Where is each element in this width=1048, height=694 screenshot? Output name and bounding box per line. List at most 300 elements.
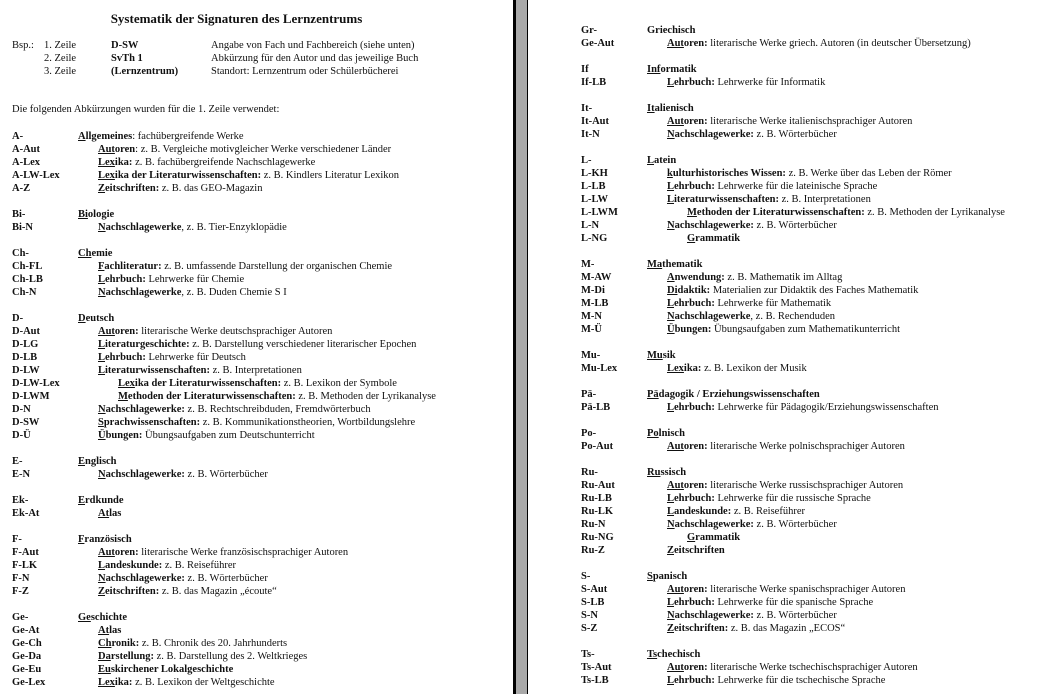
term-explanation: Lehrwerke für die lateinische Sprache xyxy=(714,181,878,192)
signature-description xyxy=(98,468,268,481)
term-remainder: oren: xyxy=(683,662,708,673)
signature-description xyxy=(118,390,436,403)
signature-code: Ek- xyxy=(12,495,29,506)
signature-description xyxy=(98,143,391,156)
term-abbreviation-underlined: N xyxy=(98,573,106,584)
signature-code: M-Ü xyxy=(581,324,602,335)
term-remainder: achschlagewerke xyxy=(674,311,751,322)
term-explanation: literarische Werke griech. Autoren (in deutscher Übersetzung) xyxy=(707,38,971,49)
signature-description xyxy=(98,650,307,663)
term-explanation: literarische Werke polnischsprachiger Autoren xyxy=(707,441,905,452)
signature-term xyxy=(98,638,139,649)
term-abbreviation-underlined: Aut xyxy=(667,480,684,491)
signature-description xyxy=(667,518,837,531)
term-remainder: achschlagewerke: xyxy=(674,129,754,140)
signature-description xyxy=(78,611,127,624)
signature-term xyxy=(667,441,708,452)
signature-description xyxy=(98,169,399,182)
term-remainder: ehrbuch: xyxy=(674,402,715,413)
signature-code: D-N xyxy=(12,404,31,415)
term-explanation: z. B. Wörterbücher xyxy=(184,573,268,584)
term-explanation: z. B. Lexikon der Musik xyxy=(701,363,807,374)
signature-code: Ru-Z xyxy=(581,545,605,556)
signature-term xyxy=(667,545,725,556)
term-explanation: z. B. Rechtschreibduden, Fremdwörterbuch xyxy=(184,404,371,415)
signature-term xyxy=(667,220,754,231)
term-remainder: las xyxy=(109,625,122,636)
term-remainder: ika: xyxy=(114,157,133,168)
signature-description xyxy=(647,427,685,440)
signature-code: D- xyxy=(12,313,24,324)
signature-code: A-LW-Lex xyxy=(12,170,60,181)
signature-term xyxy=(647,155,676,166)
term-remainder: ssisch xyxy=(660,467,687,478)
signature-code: Pä-LB xyxy=(581,402,611,413)
term-abbreviation-underlined: L xyxy=(667,181,675,192)
term-remainder: bungen: xyxy=(674,324,712,335)
term-remainder: emie xyxy=(91,248,113,259)
term-abbreviation-underlined: N xyxy=(98,469,106,480)
signature-description xyxy=(98,663,233,676)
term-remainder: schichte xyxy=(90,612,127,623)
term-explanation: z. B. Darstellung des 2. Weltkrieges xyxy=(154,651,308,662)
signature-description xyxy=(667,440,905,453)
term-abbreviation-underlined: Aut xyxy=(667,584,684,595)
term-abbreviation-underlined: L xyxy=(98,365,106,376)
term-remainder: Griechisch xyxy=(647,25,696,36)
signature-term xyxy=(667,610,754,621)
signature-description xyxy=(98,364,302,377)
signature-term xyxy=(98,677,132,688)
signature-description xyxy=(667,219,837,232)
signature-code: L-N xyxy=(581,220,600,231)
signature-code: M-AW xyxy=(581,272,612,283)
signature-description xyxy=(667,674,885,687)
term-explanation: z. B. Werke über das Leben der Römer xyxy=(785,168,952,179)
term-abbreviation-underlined: L xyxy=(98,352,106,363)
term-abbreviation-underlined: Ru xyxy=(647,467,661,478)
term-remainder: oren: xyxy=(114,547,139,558)
term-explanation: z. B. Wörterbücher xyxy=(184,469,268,480)
term-explanation: literarische Werke deutschsprachiger Autoren xyxy=(138,326,333,337)
term-remainder: ehrbuch: xyxy=(674,493,715,504)
signature-description xyxy=(667,128,837,141)
term-remainder: iteraturgeschichte: xyxy=(105,339,190,350)
term-explanation: , z. B. Rechenduden xyxy=(750,311,835,322)
term-explanation: z. B. das Magazin „ECOS“ xyxy=(728,623,846,634)
signature-term xyxy=(98,183,159,194)
signature-description xyxy=(78,533,132,546)
term-abbreviation-underlined: At xyxy=(98,508,110,519)
term-remainder: rdkunde xyxy=(85,495,124,506)
term-remainder: andeskunde: xyxy=(674,506,732,517)
term-abbreviation-underlined: L xyxy=(667,402,675,413)
signature-code: Ru-NG xyxy=(581,532,614,543)
signature-code: F-Aut xyxy=(12,547,39,558)
signature-description xyxy=(647,466,686,479)
signature-description xyxy=(98,416,415,429)
term-remainder: thematik xyxy=(662,259,703,270)
term-abbreviation-underlined: N xyxy=(667,311,675,322)
term-abbreviation-underlined: At xyxy=(98,625,110,636)
term-remainder: alienisch xyxy=(654,103,694,114)
signature-term xyxy=(98,664,233,675)
document-page-right xyxy=(528,0,1048,694)
signature-term xyxy=(647,350,676,361)
signature-description xyxy=(667,193,871,206)
signature-code: A-Lex xyxy=(12,157,40,168)
term-abbreviation-underlined: N xyxy=(667,129,675,140)
term-abbreviation-underlined: L xyxy=(667,597,675,608)
signature-description xyxy=(667,180,877,193)
term-remainder: ulturhistorisches Wissen: xyxy=(672,168,786,179)
term-abbreviation-underlined: Aut xyxy=(667,116,684,127)
signature-description xyxy=(647,154,676,167)
signature-description xyxy=(667,297,831,310)
signature-term xyxy=(667,597,715,608)
signature-description xyxy=(98,351,246,364)
signature-term xyxy=(667,402,715,413)
signature-term xyxy=(98,651,154,662)
signature-term xyxy=(667,584,708,595)
term-abbreviation-underlined: Ma xyxy=(647,259,663,270)
signature-description xyxy=(647,570,687,583)
signature-description xyxy=(78,130,244,143)
term-explanation: literarische Werke italienischsprachiger Autoren xyxy=(707,116,913,127)
term-explanation: literarische Werke spanischsprachiger Autoren xyxy=(707,584,906,595)
term-abbreviation-underlined: Aut xyxy=(667,38,684,49)
term-abbreviation-underlined: L xyxy=(667,77,675,88)
signature-term xyxy=(78,456,117,467)
term-remainder: oren: xyxy=(683,480,708,491)
term-explanation: Übungsaufgaben zum Deutschunterricht xyxy=(142,430,315,441)
term-remainder: llgemeines xyxy=(85,131,133,142)
signature-code: Ch-FL xyxy=(12,261,43,272)
signature-description xyxy=(647,258,702,271)
term-abbreviation-underlined: Bi xyxy=(78,209,88,220)
signature-code: Ru-N xyxy=(581,519,606,530)
signature-code: D-LW xyxy=(12,365,40,376)
term-abbreviation-underlined: D xyxy=(78,313,86,324)
signature-description xyxy=(98,429,315,442)
signature-code: Ge- xyxy=(12,612,29,623)
signature-term xyxy=(98,144,135,155)
term-explanation: , z. B. Duden Chemie S I xyxy=(181,287,287,298)
signature-description xyxy=(687,206,1005,219)
signature-description xyxy=(98,273,244,286)
signature-description xyxy=(667,544,725,557)
signature-code: Ru- xyxy=(581,467,598,478)
term-remainder: nwendung: xyxy=(674,272,725,283)
signature-code: S-Z xyxy=(581,623,598,634)
intro-text: Die folgenden Abkürzungen wurden für die 1. Zeile verwendet: xyxy=(12,104,280,115)
term-abbreviation-underlined: N xyxy=(98,287,106,298)
signature-term xyxy=(647,649,700,660)
signature-description xyxy=(687,232,740,245)
signature-code: A-Z xyxy=(12,183,31,194)
signature-code: Ch-N xyxy=(12,287,37,298)
signature-description xyxy=(98,286,287,299)
term-remainder: ika: xyxy=(114,677,133,688)
signature-term xyxy=(647,389,820,400)
signature-term xyxy=(667,493,715,504)
term-abbreviation-underlined: N xyxy=(667,610,675,621)
signature-description xyxy=(667,492,871,505)
term-abbreviation-underlined: Z xyxy=(98,183,106,194)
signature-term xyxy=(78,534,132,545)
signature-code: It-N xyxy=(581,129,600,140)
signature-description xyxy=(118,377,397,390)
signature-term xyxy=(647,428,685,439)
signature-description xyxy=(98,572,268,585)
term-remainder: achschlagewerke: xyxy=(674,519,754,530)
signature-code: L-LWM xyxy=(581,207,618,218)
signature-term xyxy=(98,586,159,597)
term-explanation: , z. B. Tier-Enzyklopädie xyxy=(181,222,287,233)
signature-term xyxy=(667,506,731,517)
term-abbreviation-underlined: L xyxy=(647,155,655,166)
signature-term xyxy=(667,181,715,192)
term-remainder: ehrbuch: xyxy=(105,352,146,363)
term-remainder: achschlagewerke: xyxy=(674,220,754,231)
term-remainder: achschlagewerke xyxy=(105,222,182,233)
term-abbreviation-underlined: Ch xyxy=(78,248,92,259)
term-abbreviation-underlined: Ü xyxy=(98,430,106,441)
signature-description xyxy=(98,260,392,273)
document-title: Systematik der Signaturen des Lernzentrums xyxy=(110,11,363,26)
signature-term xyxy=(98,547,139,558)
signature-description xyxy=(98,585,277,598)
term-remainder: eitschriften: xyxy=(105,586,160,597)
term-abbreviation-underlined: L xyxy=(667,298,675,309)
signature-term xyxy=(98,430,142,441)
signature-code: Ru-LK xyxy=(581,506,614,517)
signature-term xyxy=(667,38,708,49)
signature-description xyxy=(667,167,952,180)
term-remainder: rammatik xyxy=(695,532,741,543)
signature-term xyxy=(667,272,725,283)
signature-term xyxy=(98,287,181,298)
term-abbreviation-underlined: Di xyxy=(667,285,678,296)
signature-term xyxy=(667,480,708,491)
signature-code: D-SW xyxy=(12,417,40,428)
signature-description xyxy=(647,349,676,362)
signature-description xyxy=(667,479,903,492)
term-abbreviation-underlined: L xyxy=(98,339,106,350)
term-explanation: Lehrwerke für die tschechische Sprache xyxy=(714,675,886,686)
signature-description xyxy=(98,338,416,351)
term-remainder: achschlagewerke: xyxy=(105,404,185,415)
term-explanation: z. B. Reiseführer xyxy=(731,506,805,517)
signature-term xyxy=(667,298,715,309)
signature-term xyxy=(667,324,711,335)
term-abbreviation-underlined: Aut xyxy=(98,547,115,558)
signature-code: A-Aut xyxy=(12,144,40,155)
signature-description xyxy=(667,505,805,518)
signature-term xyxy=(98,560,162,571)
term-abbreviation-underlined: L xyxy=(667,493,675,504)
signature-description xyxy=(647,388,820,401)
signature-term xyxy=(667,285,710,296)
signature-code: Ge-At xyxy=(12,625,40,636)
term-remainder: prachwissenschaften: xyxy=(103,417,201,428)
signature-description xyxy=(78,208,114,221)
signature-term xyxy=(98,352,146,363)
signature-term xyxy=(667,129,754,140)
signature-code: Ru-Aut xyxy=(581,480,615,491)
signature-code: Po-Aut xyxy=(581,441,614,452)
signature-code: L-LW xyxy=(581,194,609,205)
signature-code: D-LW-Lex xyxy=(12,378,60,389)
term-abbreviation-underlined: A xyxy=(78,131,86,142)
signature-code: E-N xyxy=(12,469,31,480)
signature-term xyxy=(78,248,112,259)
term-explanation: z. B. Lexikon der Weltgeschichte xyxy=(132,677,275,688)
signature-description xyxy=(667,401,939,414)
signature-term xyxy=(687,532,740,543)
signature-code: F-N xyxy=(12,573,30,584)
signature-term xyxy=(667,675,715,686)
signature-code: F- xyxy=(12,534,22,545)
term-remainder: ehrbuch: xyxy=(105,274,146,285)
signature-term xyxy=(687,207,865,218)
term-remainder: ehrbuch: xyxy=(674,675,715,686)
term-abbreviation-underlined: A xyxy=(667,272,675,283)
term-abbreviation-underlined: Z xyxy=(667,545,675,556)
term-remainder: dagogik / Erziehungswissenschaften xyxy=(658,389,820,400)
term-remainder: eitschriften xyxy=(674,545,725,556)
signature-code: It- xyxy=(581,103,593,114)
signature-code: If xyxy=(581,64,589,75)
signature-code: D-Aut xyxy=(12,326,40,337)
signature-description xyxy=(98,624,121,637)
term-remainder: rammatik xyxy=(695,233,741,244)
term-remainder: ehrbuch: xyxy=(674,298,715,309)
term-abbreviation-underlined: L xyxy=(667,194,675,205)
example-line-label: 2. Zeile xyxy=(44,53,77,64)
term-remainder: achschlagewerke xyxy=(105,287,182,298)
term-remainder: sik xyxy=(662,350,676,361)
term-remainder: ranzösisch xyxy=(84,534,132,545)
example-description: Standort: Lernzentrum oder Schülerbücherei xyxy=(211,66,399,77)
term-explanation: z. B. das GEO-Magazin xyxy=(159,183,263,194)
signature-code: L- xyxy=(581,155,592,166)
term-remainder: ethoden der Literaturwissenschaften: xyxy=(127,391,296,402)
term-remainder: oren: xyxy=(114,326,139,337)
term-remainder: daktik: xyxy=(677,285,711,296)
term-explanation: z. B. Wörterbücher xyxy=(753,129,837,140)
term-remainder: iteraturwissenschaften: xyxy=(105,365,210,376)
signature-code: F-LK xyxy=(12,560,38,571)
term-explanation: : fachübergreifende Werke xyxy=(132,131,244,142)
term-remainder: las xyxy=(109,508,122,519)
signature-term xyxy=(98,222,181,233)
signature-term xyxy=(647,64,697,75)
term-remainder: bungen: xyxy=(105,430,143,441)
term-remainder: ronik: xyxy=(111,638,140,649)
term-explanation: z. B. das Magazin „écoute“ xyxy=(159,586,277,597)
term-explanation: Lehrwerke für die spanische Sprache xyxy=(714,597,874,608)
signature-description xyxy=(667,76,825,89)
term-remainder: eutsch xyxy=(85,313,115,324)
signature-term xyxy=(118,391,296,402)
signature-description xyxy=(98,156,315,169)
term-remainder: ika der Literaturwissenschaften: xyxy=(114,170,262,181)
signature-code: Pä- xyxy=(581,389,597,400)
signature-term xyxy=(667,168,786,179)
term-explanation: : z. B. Vergleiche motivgleicher Werke verschiedener Länder xyxy=(135,144,392,155)
signature-term xyxy=(78,495,124,506)
signature-term xyxy=(647,25,695,36)
signature-code: M-Di xyxy=(581,285,605,296)
signature-code: Ge-Aut xyxy=(581,38,615,49)
signature-code: Mu- xyxy=(581,350,601,361)
term-abbreviation-underlined: L xyxy=(98,274,106,285)
term-abbreviation-underlined: N xyxy=(667,519,675,530)
term-explanation: Lehrwerke für die russische Sprache xyxy=(714,493,871,504)
signature-description xyxy=(667,661,918,674)
signature-code: Gr- xyxy=(581,25,597,36)
term-explanation: literarische Werke französischsprachiger Autoren xyxy=(138,547,349,558)
term-abbreviation-underlined: Aut xyxy=(667,662,684,673)
signature-description xyxy=(98,403,371,416)
signature-code: Ts- xyxy=(581,649,595,660)
term-abbreviation-underlined: Aut xyxy=(667,441,684,452)
term-abbreviation-underlined: Lex xyxy=(98,170,115,181)
signature-description xyxy=(98,676,275,689)
signature-code: Bi-N xyxy=(12,222,33,233)
signature-description xyxy=(78,494,124,507)
term-abbreviation-underlined: E xyxy=(78,495,86,506)
term-explanation: z. B. Wörterbücher xyxy=(753,519,837,530)
signature-term xyxy=(98,339,190,350)
signature-description xyxy=(78,312,114,325)
term-abbreviation-underlined: Lex xyxy=(667,363,684,374)
term-abbreviation-underlined: Lex xyxy=(98,157,115,168)
example-description: Abkürzung für den Autor und das jeweilige Buch xyxy=(211,53,419,64)
signature-code: M- xyxy=(581,259,595,270)
term-remainder: oren: xyxy=(683,584,708,595)
signature-term xyxy=(78,209,114,220)
term-abbreviation-underlined: Ge xyxy=(78,612,91,623)
term-abbreviation-underlined: N xyxy=(667,220,675,231)
signature-term xyxy=(667,194,779,205)
term-abbreviation-underlined: N xyxy=(98,222,106,233)
term-remainder: ethoden der Literaturwissenschaften: xyxy=(696,207,865,218)
signature-term xyxy=(667,662,708,673)
signature-description xyxy=(647,63,697,76)
example-prefix: Bsp.: xyxy=(12,40,34,51)
term-abbreviation-underlined: E xyxy=(78,456,86,467)
signature-code: L-NG xyxy=(581,233,608,244)
example-code: (Lernzentrum) xyxy=(111,66,179,77)
signature-code: L-KH xyxy=(581,168,608,179)
term-explanation: Übungsaufgaben zum Mathematikunterricht xyxy=(711,324,901,335)
signature-term xyxy=(667,519,754,530)
term-explanation: z. B. Kommunikationstheorien, Wortbildungslehre xyxy=(200,417,416,428)
signature-code: F-Z xyxy=(12,586,29,597)
term-abbreviation-underlined: Ts xyxy=(647,649,658,660)
term-explanation: Lehrwerke für Chemie xyxy=(145,274,245,285)
term-remainder: eitschriften: xyxy=(674,623,729,634)
term-abbreviation-underlined: Lex xyxy=(98,677,115,688)
signature-code: Ts-Aut xyxy=(581,662,612,673)
term-abbreviation-underlined: G xyxy=(687,233,696,244)
signature-code: S-Aut xyxy=(581,584,608,595)
signature-description xyxy=(98,221,287,234)
signature-term xyxy=(667,77,715,88)
signature-term xyxy=(667,623,728,634)
